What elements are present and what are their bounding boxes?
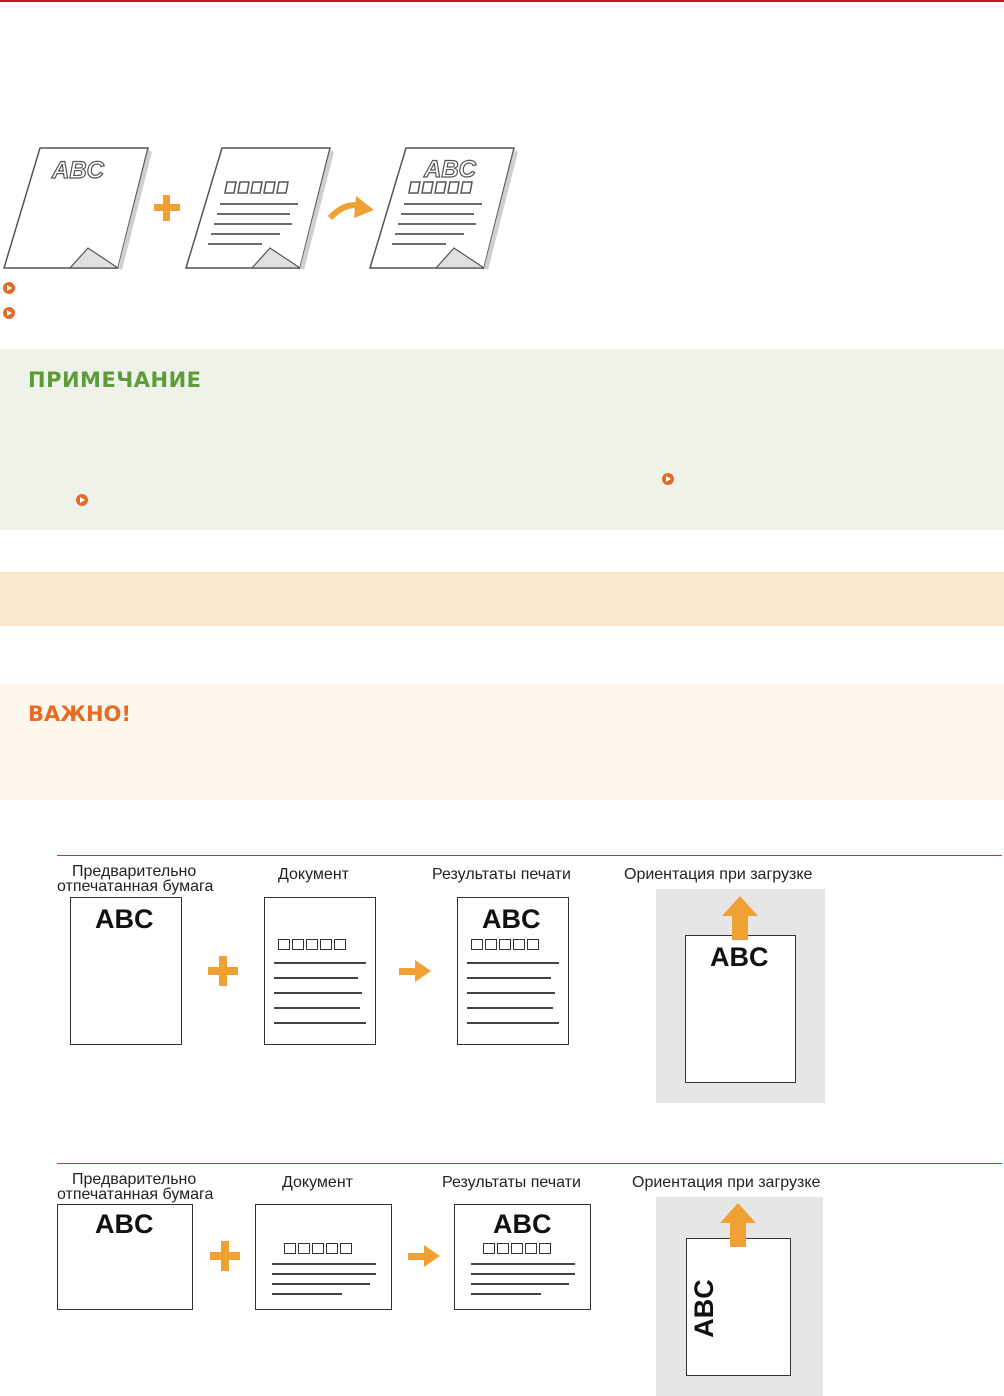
abc-text: ABC [493,1209,552,1239]
feed-direction-arrow-icon [722,896,758,940]
document-paper [255,1204,392,1310]
arrow-right-icon [408,1243,442,1269]
preprinted-sheet-icon [4,148,152,270]
abc-text: ABC [95,904,154,934]
label-preprinted: Предварительно [72,1171,197,1188]
feed-direction-arrow-icon [720,1203,756,1247]
abc-text: ABC [95,1209,154,1239]
loading-paper [686,1238,791,1376]
label-result: Результаты печати [432,866,571,883]
overlay-illustration [0,140,530,275]
diagram-rule [57,1163,1002,1164]
label-preprinted: Предварительно [72,863,197,880]
label-result: Результаты печати [442,1174,581,1191]
square-row [471,939,539,950]
abc-text: ABC [482,904,541,934]
important-box [0,684,1004,800]
important-title: ВАЖНО! [28,702,131,726]
diagram-rule [57,855,1002,856]
label-document: Документ [282,1174,353,1191]
top-rule [0,0,1004,2]
link-bullet-icon[interactable] [76,494,88,506]
result-sheet-icon [370,148,518,270]
result-paper [457,897,569,1045]
square-row [483,1243,551,1254]
note-title: ПРИМЕЧАНИЕ [28,368,202,392]
plus-icon [208,956,238,986]
label-document: Документ [278,866,349,883]
sheet3-abc: ABC [424,156,476,183]
abc-text: ABC [710,942,769,972]
label-preprinted-2: отпечатанная бумага [57,878,214,895]
square-row [284,1243,352,1254]
arrow-right-icon [399,958,433,984]
section-heading-band [0,572,1004,626]
link-bullet-icon[interactable] [662,473,674,485]
plus-icon [210,1241,240,1271]
preprinted-paper [57,1204,193,1310]
result-paper [454,1204,591,1310]
sheet1-abc: ABC [52,157,104,184]
label-orientation: Ориентация при загрузке [632,1174,821,1191]
square-row [278,939,346,950]
plus-icon [154,195,180,221]
curved-arrow-icon [330,196,374,218]
label-preprinted-2: отпечатанная бумага [57,1186,214,1203]
preprinted-paper [70,897,182,1045]
link-bullet-icon[interactable] [3,282,15,294]
document-paper [264,897,376,1045]
loading-paper [685,935,796,1083]
link-bullet-icon[interactable] [3,307,15,319]
abc-text: ABC [688,1279,719,1338]
document-sheet-icon [186,148,334,270]
label-orientation: Ориентация при загрузке [624,866,813,883]
